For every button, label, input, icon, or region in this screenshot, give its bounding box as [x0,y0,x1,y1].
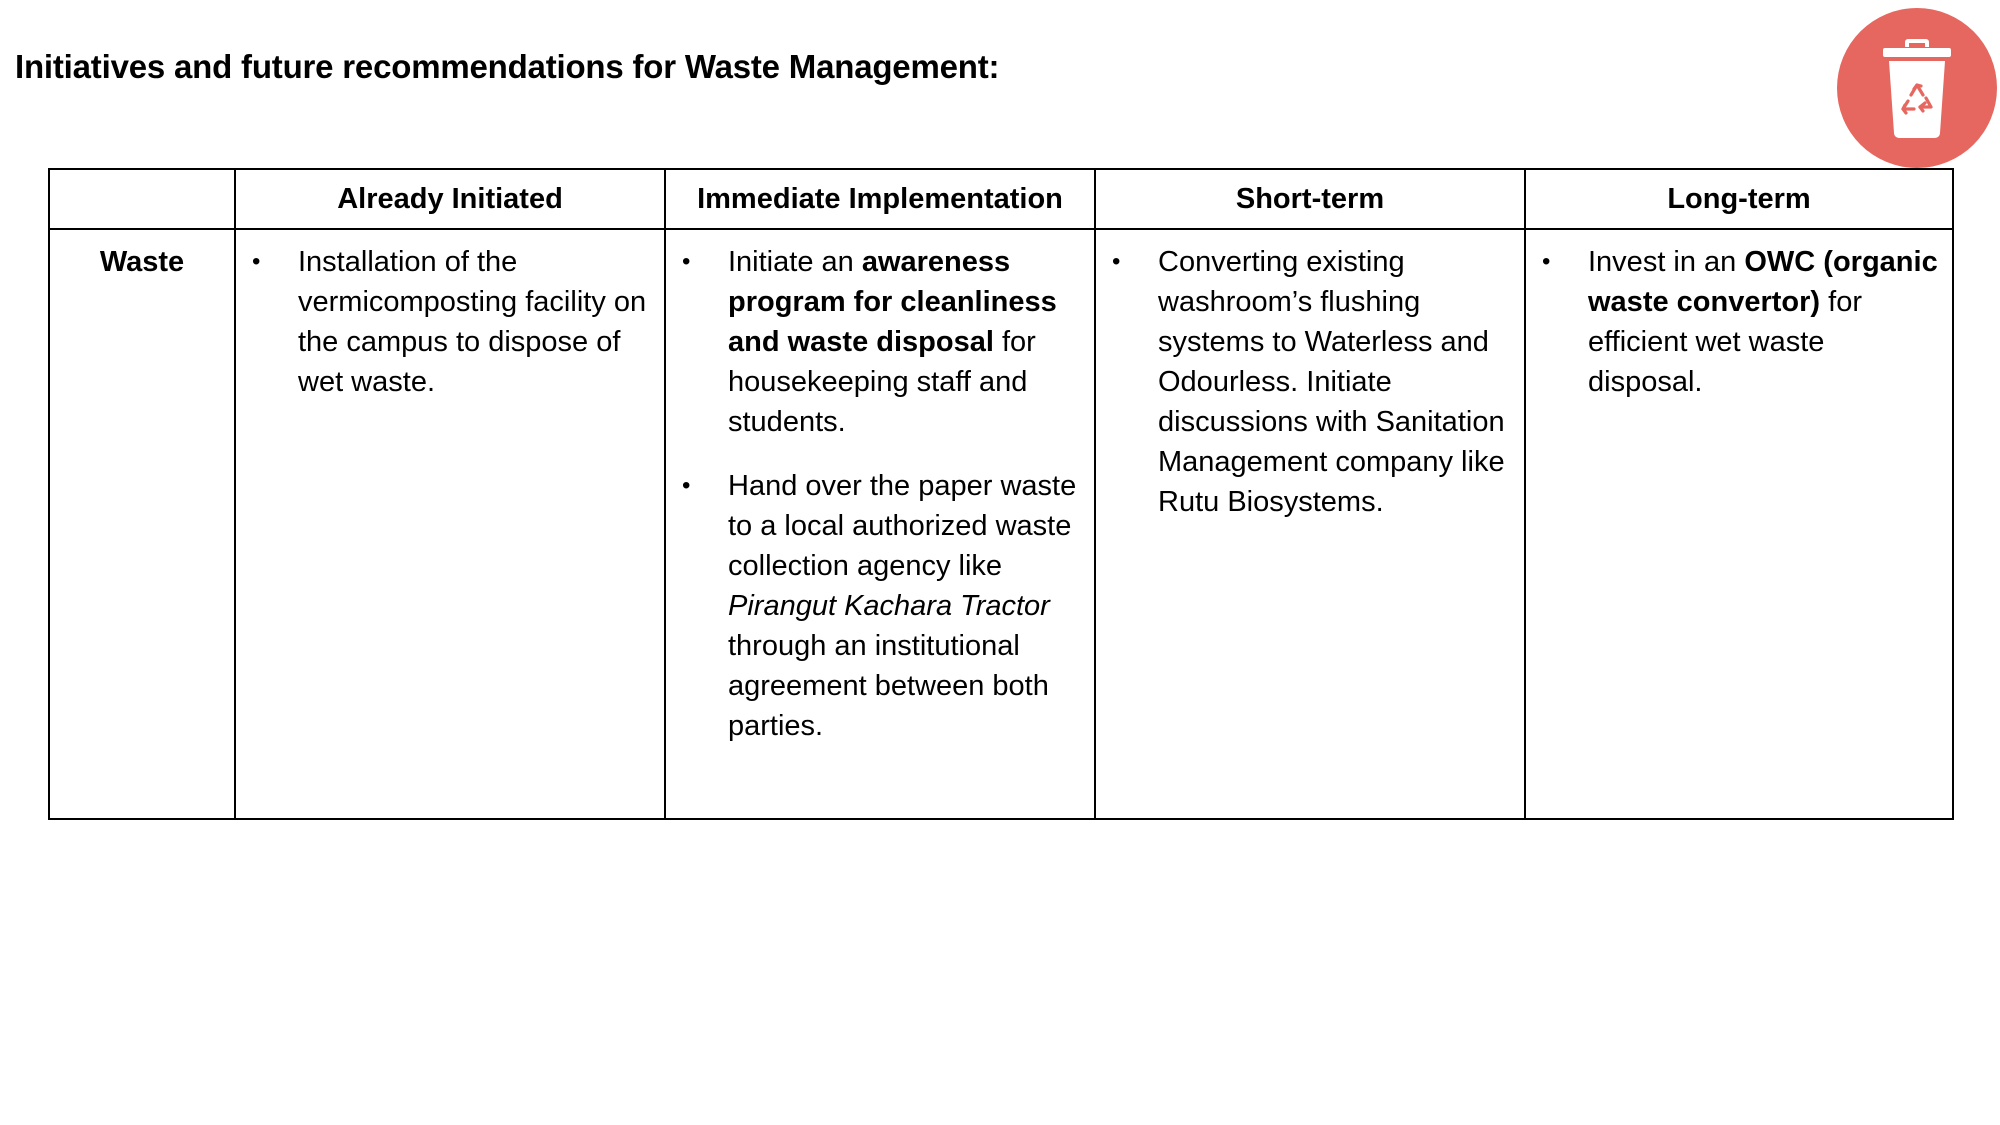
initiatives-table [48,168,1954,820]
item-text-italic: Pirangut Kachara Tractor [728,590,1050,622]
bullet-icon: • [682,248,691,275]
header-long-term: Long-term [1525,169,1953,229]
item-text: Converting existing washroom’s flushing systems to Waterless and Odourless. Initiate discussions with Sanitation Management company like Rutu Biosystems. [1158,246,1505,518]
list-item [676,466,1084,746]
item-text-post: for efficient wet waste disposal. [1588,286,1862,398]
header-short-term: Short-term [1095,169,1525,229]
bullet-list [676,242,1084,746]
bullet-list [1106,242,1514,522]
item-text-bold: OWC (organic waste convertor) [1588,246,1938,318]
cell-immediate-implementation [665,229,1095,819]
item-text-bold: awareness program for cleanliness and waste disposal [728,246,1057,358]
bullet-icon: • [1542,248,1551,275]
header-already-initiated: Already Initiated [235,169,665,229]
bullet-list [246,242,654,402]
bullet-icon: • [682,472,691,499]
list-item [246,242,654,402]
list-item [676,242,1084,442]
item-text-post: for housekeeping staff and students. [728,326,1036,438]
item-text-pre: Initiate an [728,246,862,278]
list-item [1536,242,1942,402]
bullet-icon: • [252,248,261,275]
header-corner-cell [49,169,235,229]
item-text-pre: Invest in an [1588,246,1745,278]
bullet-icon: • [1112,248,1121,275]
row-label-waste: Waste [49,229,235,819]
list-item [1106,242,1514,522]
cell-short-term [1095,229,1525,819]
table-header-row [49,169,1953,229]
header-immediate-implementation: Immediate Implementation [665,169,1095,229]
cell-already-initiated [235,229,665,819]
item-text-pre: Hand over the paper waste to a local authorized waste collection agency like [728,470,1077,582]
item-text-post: through an institutional agreement between both parties. [728,630,1049,742]
item-text: Installation of the vermicomposting facility on the campus to dispose of wet waste. [298,246,647,398]
bullet-list [1536,242,1942,402]
page-title: Initiatives and future recommendations for Waste Management: [15,48,1000,85]
table-row-waste [49,229,1953,819]
recycle-bin-icon [1881,37,1953,139]
cell-long-term [1525,229,1953,819]
recycle-badge [1837,8,1997,168]
